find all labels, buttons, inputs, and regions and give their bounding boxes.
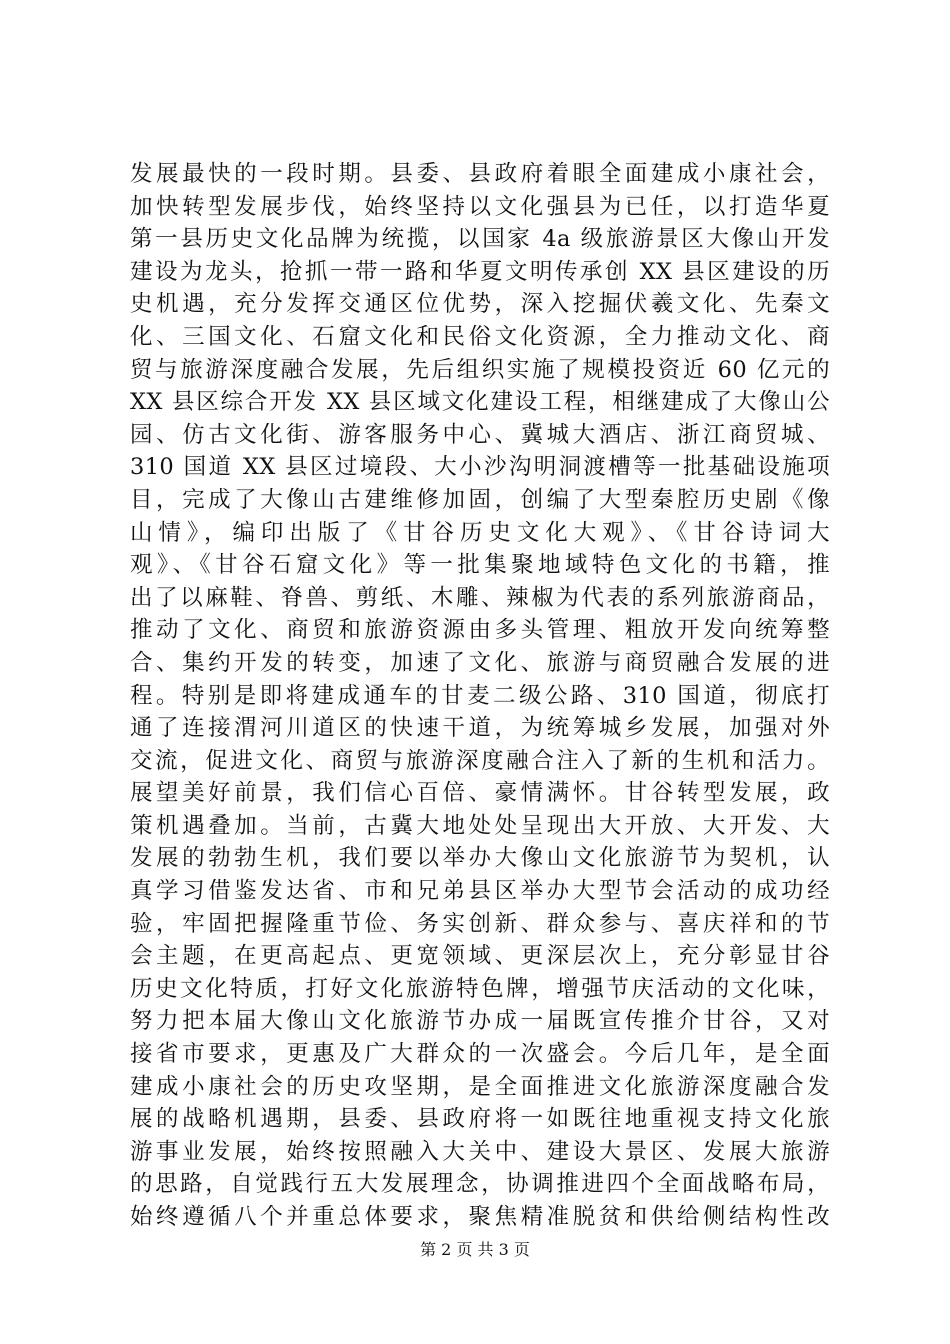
- body-text: [130, 158, 830, 1234]
- text-line: 交流，促进文化、商贸与旅游深度融合注入了新的生机和活力。: [130, 747, 830, 774]
- text-line: XX 县区综合开发 XX 县区域文化建设工程，相继建成了大像山公: [130, 389, 830, 416]
- text-line: 程。特别是即将建成通车的甘麦二级公路、310 国道，彻底打: [130, 682, 830, 709]
- text-line: 游事业发展，始终按照融入大关中、建设大景区、发展大旅游: [130, 1138, 830, 1165]
- text-line: 会主题，在更高起点、更宽领域、更深层次上，充分彰显甘谷: [130, 943, 830, 970]
- page-number-footer: 第 2 页 共 3 页: [420, 1240, 530, 1259]
- text-line: 加快转型发展步伐，始终坚持以文化强县为已任，以打造华夏: [130, 193, 830, 220]
- text-line: 合、集约开发的转变，加速了文化、旅游与商贸融合发展的进: [130, 649, 830, 676]
- text-line: 发展的勃勃生机，我们要以举办大像山文化旅游节为契机，认: [130, 845, 830, 872]
- text-line: 出了以麻鞋、脊兽、剪纸、木雕、辣椒为代表的系列旅游商品，: [130, 584, 830, 611]
- text-line: 化、三国文化、石窟文化和民俗文化资源，全力推动文化、商: [130, 323, 830, 350]
- text-line: 策机遇叠加。当前，古冀大地处处呈现出大开放、大开发、大: [130, 812, 830, 839]
- text-line: 目，完成了大像山古建维修加固，创编了大型秦腔历史剧《像: [130, 486, 830, 513]
- text-line: 推动了文化、商贸和旅游资源由多头管理、粗放开发向统筹整: [130, 617, 830, 644]
- text-line: 贸与旅游深度融合发展，先后组织实施了规模投资近 60 亿元的: [130, 356, 830, 383]
- text-line: 的思路，自觉践行五大发展理念，协调推进四个全面战略布局，: [130, 1171, 830, 1198]
- text-line: 展望美好前景，我们信心百倍、豪情满怀。甘谷转型发展，政: [130, 780, 830, 807]
- text-line: 始终遵循八个并重总体要求，聚焦精准脱贫和供给侧结构性改: [130, 1204, 830, 1230]
- text-line: 建设为龙头，抢抓一带一路和华夏文明传承创 XX 县区建设的历: [130, 258, 830, 285]
- text-line: 建成小康社会的历史攻坚期，是全面推进文化旅游深度融合发: [130, 1073, 830, 1100]
- text-line: 通了连接渭河川道区的快速干道，为统筹城乡发展，加强对外: [130, 715, 830, 742]
- text-line: 努力把本届大像山文化旅游节办成一届既宣传推介甘谷，又对: [130, 1008, 830, 1035]
- text-line: 第一县历史文化品牌为统揽，以国家 4a 级旅游景区大像山开发: [130, 226, 830, 253]
- text-line: 接省市要求，更惠及广大群众的一次盛会。今后几年，是全面: [130, 1041, 830, 1068]
- text-line: 310 国道 XX 县区过境段、大小沙沟明洞渡槽等一批基础设施项: [130, 454, 830, 481]
- text-line: 历史文化特质，打好文化旅游特色牌，增强节庆活动的文化味，: [130, 975, 830, 1002]
- text-line: 史机遇，充分发挥交通区位优势，深入挖掘伏羲文化、先秦文: [130, 291, 830, 318]
- text-line: 展的战略机遇期，县委、县政府将一如既往地重视支持文化旅: [130, 1106, 830, 1133]
- text-line: 验，牢固把握隆重节俭、务实创新、群众参与、喜庆祥和的节: [130, 910, 830, 937]
- text-line: 观》、《甘谷石窟文化》等一批集聚地域特色文化的书籍，推: [130, 552, 830, 579]
- text-line: 山情》，编印出版了《甘谷历史文化大观》、《甘谷诗词大: [130, 519, 830, 546]
- text-line: 园、仿古文化街、游客服务中心、冀城大酒店、浙江商贸城、: [130, 421, 830, 448]
- text-line: 发展最快的一段时期。县委、县政府着眼全面建成小康社会，: [130, 161, 830, 187]
- text-line: 真学习借鉴发达省、市和兄弟县区举办大型节会活动的成功经: [130, 878, 830, 905]
